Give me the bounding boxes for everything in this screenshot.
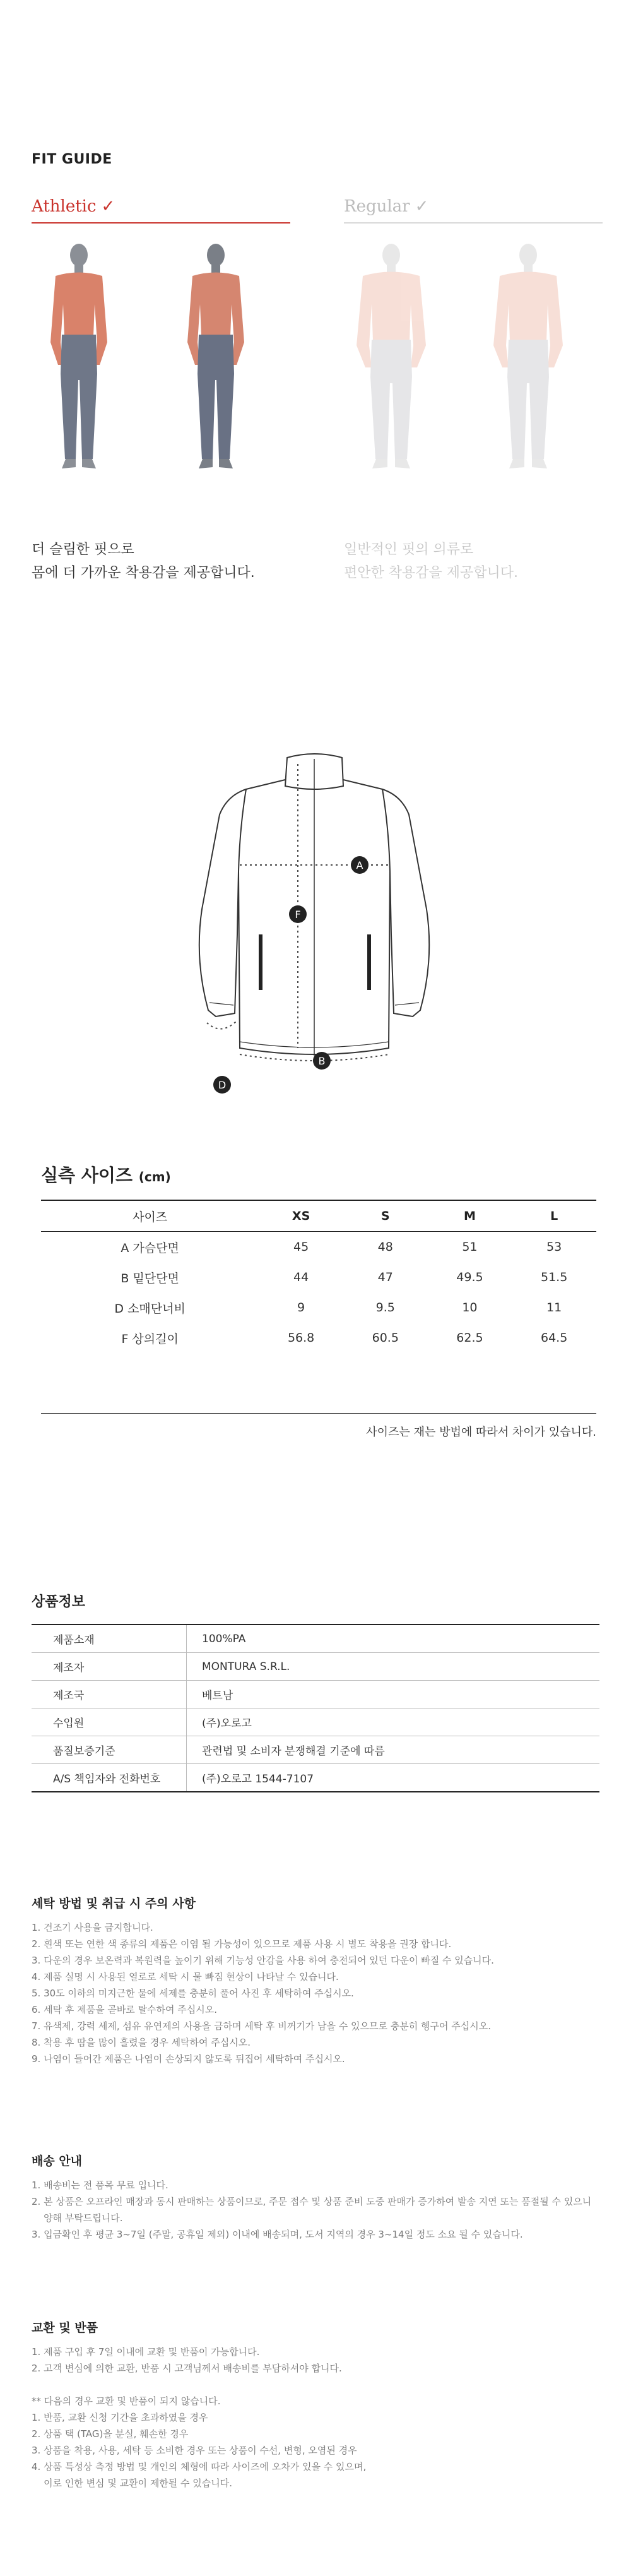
shipping-notes bbox=[32, 2177, 591, 2243]
table-cell: 64.5 bbox=[540, 1331, 568, 1345]
marker-f bbox=[289, 905, 307, 923]
info-key: 제품소재 bbox=[53, 1634, 95, 1647]
svg-text:F: F bbox=[295, 909, 301, 921]
fit-regular-underline bbox=[344, 222, 603, 224]
note-line: ** 다음의 경우 교환 및 반품이 되지 않습니다. bbox=[32, 2395, 221, 2407]
fit-athletic-desc-line: 더 슬림한 핏으로 bbox=[32, 542, 134, 558]
size-title-text: 실측 사이즈 bbox=[41, 1165, 133, 1186]
table-cell: 62.5 bbox=[456, 1331, 483, 1345]
note-line: 3. 다운의 경우 보온력과 복원력을 높이기 위해 기능성 안감을 사용 하여 충전되어 있던 다운이 빠질 수 있습니다. bbox=[32, 1955, 494, 1966]
size-unit: (cm) bbox=[138, 1169, 171, 1184]
divider bbox=[41, 1413, 596, 1414]
header-cell: L bbox=[512, 1200, 596, 1232]
note-line: 3. 입금확인 후 평균 3~7일 (주말, 공휴일 제외) 이내에 배송되며, 도서 지역의 경우 3~14일 정도 소요 될 수 있습니다. bbox=[32, 2229, 523, 2240]
table-cell: 9 bbox=[297, 1301, 305, 1315]
fit-athletic bbox=[32, 197, 290, 581]
check-icon: ✓ bbox=[415, 197, 429, 216]
fit-athletic-text: Athletic bbox=[32, 197, 97, 216]
table-cell: 45 bbox=[293, 1240, 309, 1254]
note-line: 2. 상품 택 (TAG)을 분실, 훼손한 경우 bbox=[32, 2428, 189, 2440]
athletic-fit-figures bbox=[32, 241, 290, 506]
table-row bbox=[32, 1653, 599, 1681]
table-cell: 11 bbox=[546, 1301, 562, 1315]
info-key: 제조국 bbox=[53, 1690, 85, 1702]
info-key: 제조자 bbox=[53, 1662, 85, 1674]
note-line bbox=[32, 2376, 366, 2393]
note-line: 6. 세탁 후 제품을 곧바로 탈수하여 주십시오. bbox=[32, 2004, 218, 2015]
exchange-title: 교환 및 반품 bbox=[32, 2321, 98, 2335]
table-row bbox=[41, 1232, 596, 1263]
info-value: (주)오로고 1544-7107 bbox=[187, 1764, 600, 1792]
marker-a bbox=[351, 856, 369, 874]
table-row bbox=[32, 1764, 599, 1792]
header-cell: S bbox=[343, 1200, 428, 1232]
note-line: 2. 본 상품은 오프라인 매장과 동시 판매하는 상품이므로, 주문 접수 및 상품 준비 도중 판매가 증가하여 발송 지연 또는 품절될 수 있으니 bbox=[32, 2196, 592, 2207]
exchange-notes bbox=[32, 2344, 366, 2491]
note-line: 양해 부탁드립니다. bbox=[32, 2212, 123, 2224]
washing-title: 세탁 방법 및 취급 시 주의 사항 bbox=[32, 1897, 196, 1911]
note-line: 1. 건조기 사용을 금지합니다. bbox=[32, 1922, 153, 1933]
athletic-figure-back bbox=[187, 244, 244, 468]
fit-regular-label bbox=[344, 197, 603, 222]
header-cell: XS bbox=[259, 1200, 343, 1232]
note-line: 이로 인한 변심 및 교환이 제한될 수 있습니다. bbox=[32, 2478, 233, 2489]
table-cell: 9.5 bbox=[375, 1301, 395, 1315]
fit-guide-title: FIT GUIDE bbox=[32, 152, 112, 167]
table-cell: D 소매단너비 bbox=[114, 1301, 186, 1316]
check-icon: ✓ bbox=[101, 197, 115, 216]
regular-fit-figures bbox=[344, 241, 603, 506]
fit-athletic-label bbox=[32, 197, 290, 222]
table-cell: 47 bbox=[377, 1270, 393, 1284]
table-row bbox=[32, 1736, 599, 1764]
table-row bbox=[41, 1292, 596, 1323]
note-line: 1. 제품 구입 후 7일 이내에 교환 및 반품이 가능합니다. bbox=[32, 2346, 260, 2358]
jacket-outline bbox=[199, 754, 429, 1056]
svg-text:A: A bbox=[356, 859, 363, 871]
info-key: 수입원 bbox=[53, 1717, 85, 1730]
size-table-header bbox=[41, 1200, 596, 1232]
table-row bbox=[41, 1323, 596, 1353]
info-value: 베트남 bbox=[187, 1681, 600, 1708]
table-cell: 60.5 bbox=[372, 1331, 399, 1345]
product-info-title: 상품정보 bbox=[32, 1594, 86, 1610]
marker-d bbox=[213, 1076, 231, 1094]
product-info-table bbox=[32, 1624, 599, 1792]
svg-text:D: D bbox=[218, 1079, 227, 1091]
note-line: 5. 30도 이하의 미지근한 물에 세제를 충분히 풀어 사진 후 세탁하여 주십시오. bbox=[32, 1988, 354, 1999]
header-cell: 사이즈 bbox=[41, 1200, 259, 1232]
fit-regular-text: Regular bbox=[344, 197, 410, 216]
athletic-figure-front bbox=[50, 244, 107, 468]
jacket-pockets bbox=[259, 934, 371, 990]
fit-regular bbox=[344, 197, 603, 581]
table-cell: B 밑단단면 bbox=[121, 1271, 179, 1285]
note-line: 8. 착용 후 땀을 많이 흘렸을 경우 세탁하여 주십시오. bbox=[32, 2037, 251, 2048]
info-value: 관련법 및 소비자 분쟁해결 기준에 따름 bbox=[187, 1736, 600, 1764]
table-cell: 51 bbox=[462, 1240, 478, 1254]
regular-figure-back bbox=[493, 244, 563, 468]
table-cell: 49.5 bbox=[456, 1270, 483, 1284]
table-cell: 56.8 bbox=[287, 1331, 315, 1345]
info-key: 품질보증기준 bbox=[53, 1745, 115, 1758]
info-value: (주)오로고 bbox=[187, 1708, 600, 1736]
fit-athletic-underline bbox=[32, 222, 290, 224]
fit-athletic-desc-line: 몸에 더 가까운 착용감을 제공합니다. bbox=[32, 565, 255, 581]
table-cell: 51.5 bbox=[540, 1270, 568, 1284]
regular-figure-front bbox=[357, 244, 426, 468]
note-line: 7. 유색제, 강력 세제, 섬유 유연제의 사용을 금하며 세탁 후 비꺼기가 남을 수 있으므로 충분히 헹구어 주십시오. bbox=[32, 2020, 491, 2032]
table-cell: 44 bbox=[293, 1270, 309, 1284]
info-value: 100%PA bbox=[187, 1625, 600, 1653]
info-key: A/S 책임자와 전화번호 bbox=[53, 1773, 161, 1786]
note-line: 9. 나염이 들어간 제품은 나염이 손상되지 않도록 뒤집어 세탁하여 주십시오. bbox=[32, 2053, 345, 2065]
note-line: 3. 상품을 착용, 사용, 세탁 등 소비한 경우 또는 상품이 수선, 변형, 오염된 경우 bbox=[32, 2445, 357, 2456]
header-cell: M bbox=[428, 1200, 512, 1232]
size-table bbox=[41, 1200, 596, 1353]
table-cell: F 상의길이 bbox=[121, 1332, 179, 1346]
fit-regular-desc-line: 일반적인 핏의 의류로 bbox=[344, 542, 474, 558]
note-line: 2. 흰색 또는 연한 색 종류의 제품은 이염 될 가능성이 있으므로 제품 사용 시 별도 착용을 권장 합니다. bbox=[32, 1938, 452, 1950]
table-cell: 48 bbox=[377, 1240, 393, 1254]
table-row bbox=[32, 1681, 599, 1708]
table-cell: 53 bbox=[546, 1240, 562, 1254]
table-row bbox=[32, 1708, 599, 1736]
table-row bbox=[41, 1262, 596, 1292]
jacket-measurement-diagram bbox=[177, 745, 454, 1105]
note-line: 4. 상품 특성상 측정 방법 및 개인의 체형에 따라 사이즈에 오차가 있을 수 있으며, bbox=[32, 2461, 367, 2472]
fit-regular-desc-line: 편안한 착용감을 제공합니다. bbox=[344, 565, 519, 581]
note-line: 4. 제품 실명 시 사용된 열로로 세탁 시 물 빠짐 현상이 나타날 수 있습니다. bbox=[32, 1971, 339, 1983]
size-table-title bbox=[41, 1162, 171, 1187]
fit-regular-description bbox=[344, 538, 518, 585]
note-line: 1. 배송비는 전 품목 무료 입니다. bbox=[32, 2179, 168, 2191]
washing-notes bbox=[32, 1919, 494, 2067]
shipping-title: 배송 안내 bbox=[32, 2154, 83, 2168]
fit-athletic-description bbox=[32, 538, 255, 585]
info-value: MONTURA S.R.L. bbox=[187, 1653, 600, 1681]
svg-text:B: B bbox=[318, 1055, 326, 1067]
table-row bbox=[32, 1625, 599, 1653]
size-note: 사이즈는 재는 방법에 따라서 차이가 있습니다. bbox=[366, 1426, 596, 1439]
note-line: 2. 고객 변심에 의한 교환, 반품 시 고객님께서 배송비를 부담하셔야 합니다. bbox=[32, 2363, 342, 2374]
table-cell: 10 bbox=[462, 1301, 478, 1315]
marker-b bbox=[313, 1052, 331, 1070]
note-line: 1. 반품, 교환 신청 기간을 초과하였을 경우 bbox=[32, 2412, 208, 2423]
table-cell: A 가슴단면 bbox=[121, 1241, 179, 1255]
